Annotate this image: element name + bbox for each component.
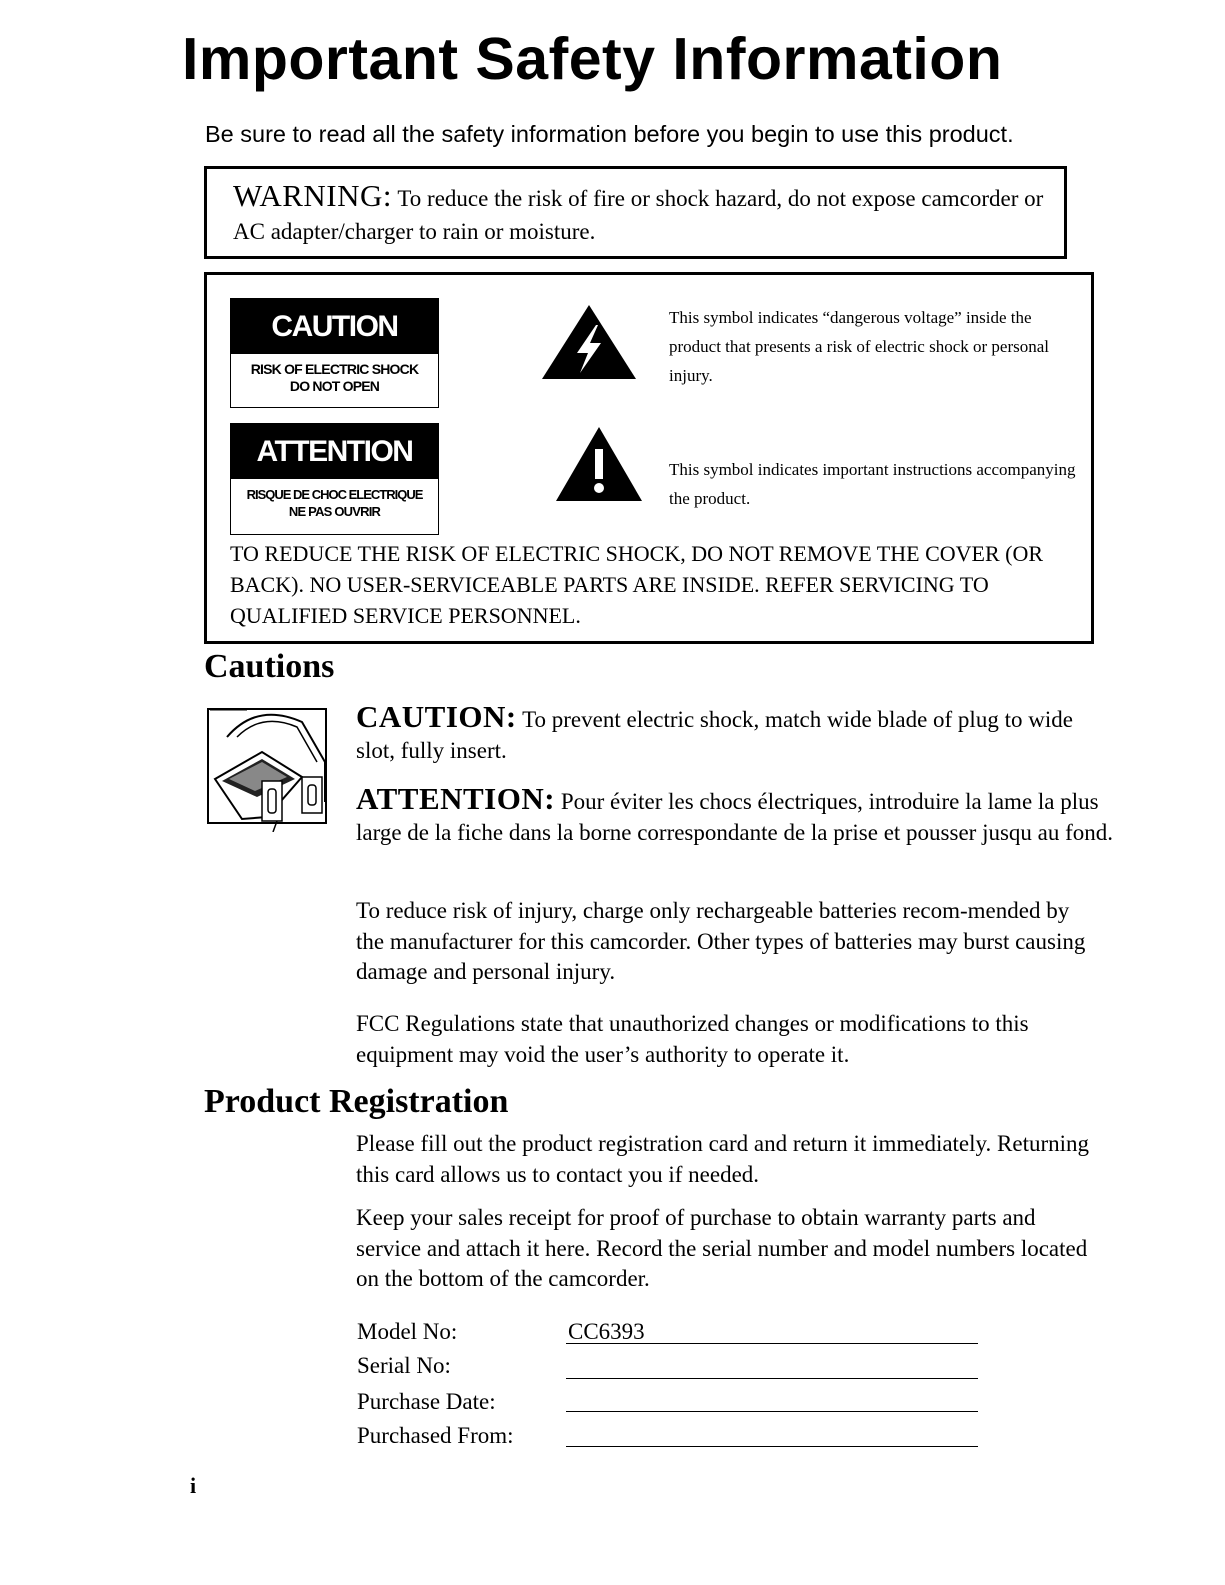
- warning-text: [233, 179, 1063, 248]
- warning-label: WARNING:: [233, 178, 392, 213]
- caution-label-sticker: [230, 298, 439, 408]
- safety-symbols-box: [204, 272, 1094, 644]
- important-instructions-description: This symbol indicates important instructions accompanying the product.: [669, 460, 1076, 508]
- caution-label-line1: RISK OF ELECTRIC SHOCK: [250, 361, 419, 377]
- serial-number-line: [566, 1378, 978, 1379]
- attention-label-line1: RISQUE DE CHOC ELECTRIQUE: [246, 487, 423, 502]
- page-subtitle: Be sure to read all the safety information before you begin to use this product.: [205, 121, 1014, 147]
- battery-caution-paragraph: To reduce risk of injury, charge only rechargeable batteries recom-mended by the manufacturer for this camcorder. Other types of batteries may burst causing damage and personal injury.: [356, 898, 1086, 984]
- registration-paragraph-2: Keep your sales receipt for proof of purchase to obtain warranty parts and service and attach it here. Record the serial number and model numbers located on the bottom of the camcorder.: [356, 1205, 1088, 1291]
- model-number-line: [566, 1343, 978, 1344]
- attention-label-title: ATTENTION: [231, 424, 438, 479]
- dangerous-voltage-icon: [540, 303, 638, 381]
- purchase-date-line: [566, 1411, 978, 1412]
- purchased-from-label: Purchased From:: [357, 1423, 514, 1448]
- model-number-value: CC6393: [568, 1319, 645, 1344]
- caution-label-line2: DO NOT OPEN: [289, 378, 380, 394]
- caution-text: To prevent electric shock, match wide blade of plug to wide slot, fully insert.: [356, 707, 1073, 763]
- page-number: i: [190, 1473, 197, 1498]
- product-registration-heading: Product Registration: [204, 1083, 509, 1120]
- attention-label: ATTENTION:: [356, 781, 556, 816]
- attention-text: Pour éviter les chocs électriques, introduire la lame la plus large de la fiche dans la borne correspondante de la prise et pousser jusqu au fond.: [356, 789, 1114, 845]
- plug-caution-paragraph: [356, 699, 1116, 766]
- dangerous-voltage-description: This symbol indicates “dangerous voltage” inside the product that presents a risk of electric shock or personal injury.: [669, 308, 1050, 385]
- caution-label: CAUTION:: [356, 699, 517, 734]
- fcc-notice-paragraph: FCC Regulations state that unauthorized changes or modifications to this equipment may void the user’s authority to operate it.: [356, 1011, 1029, 1067]
- model-number-label: Model No:: [357, 1319, 458, 1344]
- attention-label-sticker: [230, 423, 439, 535]
- page-title: Important Safety Information: [182, 26, 1003, 92]
- symbols-footer-notice: TO REDUCE THE RISK OF ELECTRIC SHOCK, DO NOT REMOVE THE COVER (OR BACK). NO USER-SERVICEABLE PARTS ARE INSIDE. REFER SERVICING TO QUALIFIED SERVICE PERSONNEL.: [230, 541, 1044, 628]
- plug-outlet-icon: [207, 707, 342, 832]
- warning-box: [204, 166, 1067, 259]
- registration-paragraph-1: Please fill out the product registration card and return it immediately. Returning this card allows us to contact you if needed.: [356, 1131, 1090, 1187]
- cautions-heading: Cautions: [204, 648, 335, 685]
- warning-body: To reduce the risk of fire or shock hazard, do not expose camcorder or AC adapter/charger to rain or moisture.: [233, 186, 1044, 244]
- purchased-from-line: [566, 1446, 978, 1447]
- caution-label-title: CAUTION: [231, 299, 438, 354]
- plug-attention-paragraph: [356, 781, 1121, 848]
- important-instructions-icon: [554, 425, 644, 503]
- serial-number-label: Serial No:: [357, 1353, 451, 1378]
- purchase-date-label: Purchase Date:: [357, 1389, 496, 1414]
- attention-label-line2: NE PAS OUVRIR: [288, 504, 381, 519]
